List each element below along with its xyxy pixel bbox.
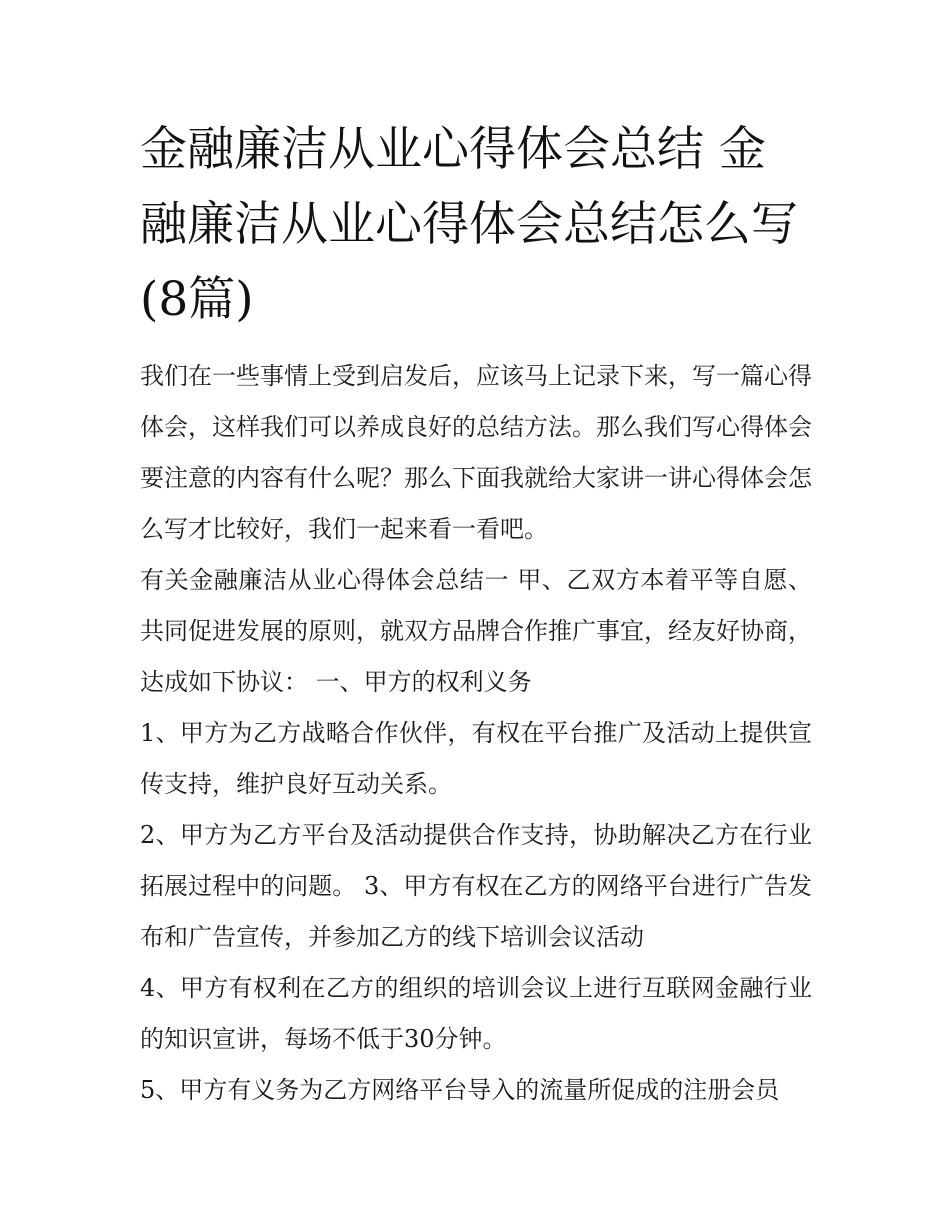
clause-4-paragraph: 4、甲方有权利在乙方的组织的培训会议上进行互联网金融行业的知识宣讲，每场不低于30分钟。: [140, 974, 812, 1053]
clause-1-paragraph: 1、甲方为乙方战略合作伙伴，有权在平台推广及活动上提供宣传支持，维护良好互动关系。: [140, 719, 812, 798]
document-title: 金融廉洁从业心得体会总结 金融廉洁从业心得体会总结怎么写(8篇): [140, 122, 798, 327]
clause-5-paragraph: 5、甲方有义务为乙方网络平台导入的流量所促成的注册会员: [140, 1076, 780, 1104]
intro-paragraph: 我们在一些事情上受到启发后，应该马上记录下来，写一篇心得体会，这样我们可以养成良好的总结方法。那么我们写心得体会要注意的内容有什么呢？那么下面我就给大家讲一讲心得体会怎么写才比较好，我们一起来看一看吧。: [140, 362, 812, 543]
agreement-preamble-paragraph: 有关金融廉洁从业心得体会总结一 甲、乙双方本着平等自愿、共同促进发展的原则，就双方品牌合作推广事宜，经友好协商，达成如下协议： 一、甲方的权利义务: [140, 566, 812, 696]
document-body: [140, 112, 812, 1116]
clause-2-3-paragraph: 2、甲方为乙方平台及活动提供合作支持，协助解决乙方在行业拓展过程中的问题。 3、甲方有权在乙方的网络平台进行广告发布和广告宣传，并参加乙方的线下培训会议活动: [140, 821, 812, 951]
